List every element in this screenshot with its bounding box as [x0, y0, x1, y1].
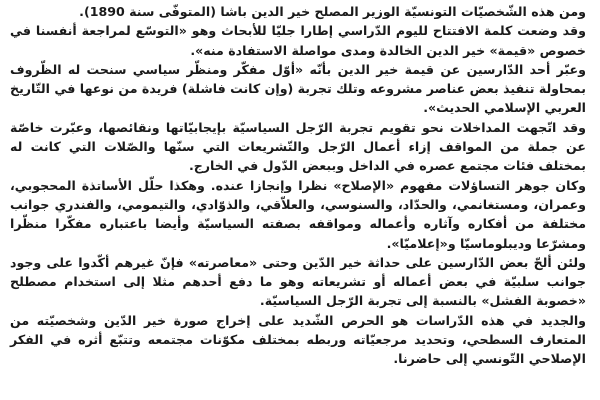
paragraph-new: والجديد في هذه الدّراسات هو الحرص الشّديد على إخراج صورة خير الدّين وشخصيّته من المتعارف السطحي، وتحديد مرجعيّاته وربطه بمختلف مكوّنات مجتمعه وتتبّع أثره في الفكر الإصلاحي التّونسي إلى حاضرنا.: [10, 312, 586, 367]
paragraph-interventions: وقد اتّجهت المداخلات نحو تقويم تجربة الرّجل السياسيّة بإيجابيّاتها ونقائصها، وعبّرت خاصّة عن جملة من المواقف إزاء أعمال الرّجل والتّشريعات التي سنّها والصّلات التي كانت له بمختلف فئات مجتمع عصره في الداخل وببعض الدّول في الخارج.: [10, 119, 586, 174]
paragraph-reform: وكان جوهر التساؤلات مفهوم «الإصلاح» نظرا وإنجازا عنده. وهكذا حلّل الأساتذة المحجوبي، وعمران، ومستغانمي، والحدّاد، والسنوسي، والعلاّقي، والذوّادي، والتيمومي، والفندري جوانب مختلفة من أفكاره وآثاره وأعماله ومواقفه بصفته السياسيّة وأيضا باعتباره مفكّرا منظّرا ومشرّعا وديبلوماسيّا و«إعلاميّا».: [10, 177, 586, 251]
paragraph-modernity: ولئن ألحّ بعض الدّارسين على حداثة خير الدّين وحتى «معاصرته» فإنّ غيرهم أكّدوا على وجود جوانب سلبيّة في بعض أعماله أو تشريعاته وهو ما دفع أحدهم مثلا إلى استخدام مصطلح «خصوبة الفشل» بالنسبة إلى تجربة الرّجل السياسيّة.: [10, 254, 586, 309]
paragraph-intro: ومن هذه الشّخصيّات التونسيّة الوزير المصلح خير الدين باشا (المتوفّى سنة 1890).: [79, 4, 586, 19]
paragraph-value: وعبّر أحد الدّارسين عن قيمة خير الدين بأنّه «أوّل مفكّر ومنظّر سياسي سنحت له الظّروف بمحاولة تنفيذ بعض عناصر مشروعه وتلك تجربة (وإن كانت فاشلة) فريدة من نوعها في التّاريخ العربي الإسلامي الحديث».: [10, 61, 586, 116]
paragraph-opening: وقد وضعت كلمة الافتتاح لليوم الدّراسي إطارا جليّا للأبحاث وهو «التوسّع لمراجعة أنفسنا في خصوص «قيمة» خير الدين الخالدة ومدى مواصلة الاستفادة منه».: [10, 23, 586, 58]
